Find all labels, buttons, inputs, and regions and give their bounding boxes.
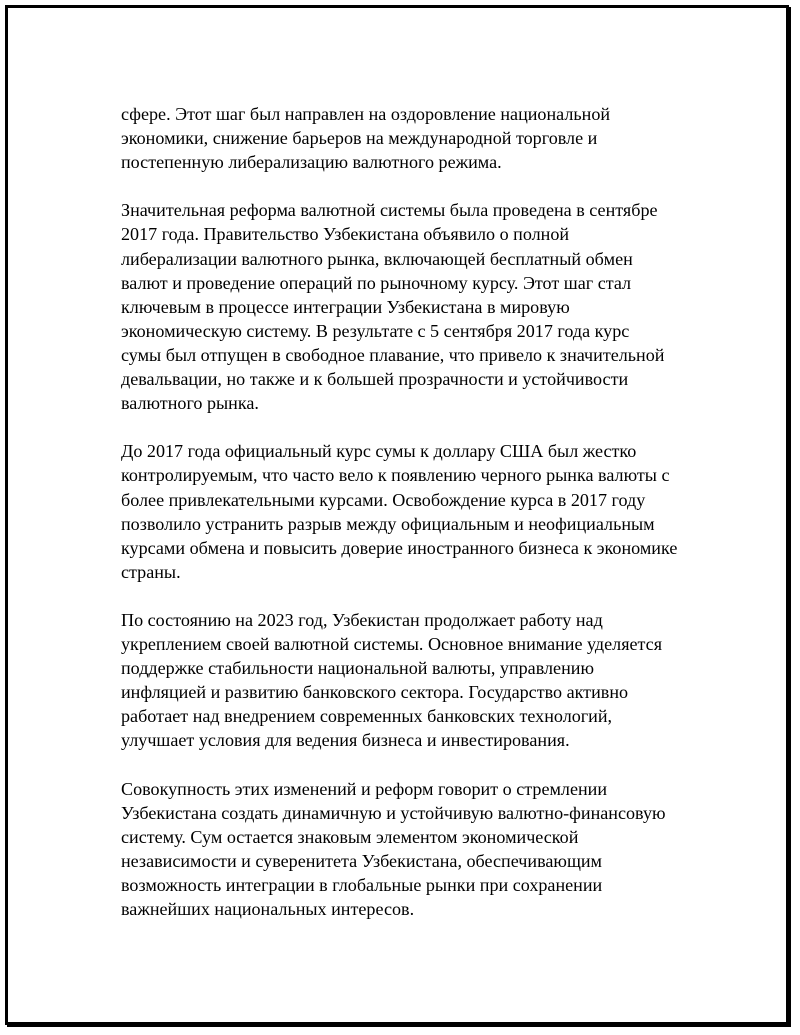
text-line: возможность интеграции в глобальные рынки при сохранении [121, 875, 603, 895]
text-line: Значительная реформа валютной системы была проведена в сентябре [121, 200, 658, 221]
text-line: Узбекистана создать динамичную и устойчивую валютно-финансовую [121, 802, 666, 823]
text-line: более привлекательными курсами. Освобождение курса в 2017 году [121, 489, 646, 510]
text-line: ключевым в процессе интеграции Узбекистана в мировую [121, 296, 570, 317]
text-line: курсами обмена и повысить доверие иностранного бизнеса к экономике [121, 537, 678, 558]
text-line: девальвации, но также и к большей прозрачности и устойчивости [121, 369, 629, 390]
paragraph-5 [121, 777, 711, 922]
text-line: Совокупность этих изменений и реформ говорит о стремлении [121, 778, 608, 799]
paragraph-2 [121, 198, 711, 415]
text-line: страны. [121, 561, 181, 582]
text-line: экономики, снижение барьеров на международной торговле и [121, 128, 598, 149]
text-line: контролируемым, что часто вело к появлению черного рынка валюты с [121, 465, 670, 486]
text-line: 2017 года. Правительство Узбекистана объявило о полной [121, 224, 570, 245]
text-line: улучшает условия для ведения бизнеса и инвестирования. [121, 730, 570, 751]
text-line: укреплением своей валютной системы. Основное внимание уделяется [121, 634, 663, 655]
text-line: инфляцией и развитию банковского сектора. Государство активно [121, 682, 629, 703]
document-body [121, 102, 711, 921]
text-line: важнейших национальных интересов. [121, 899, 415, 920]
text-line: сфере. Этот шаг был направлен на оздоровление национальной [121, 104, 611, 124]
text-line: поддержке стабильности национальной валюты, управлению [121, 658, 594, 679]
paragraph-3 [121, 439, 711, 584]
text-line: позволило устранить разрыв между официальным и неофициальным [121, 513, 655, 534]
text-line: До 2017 года официальный курс сумы к доллару США был жестко [121, 441, 637, 462]
text-line: либерализации валютного рынка, включающей бесплатный обмен [121, 248, 633, 269]
text-line: независимости и суверенитета Узбекистана, обеспечивающим [121, 850, 603, 871]
page-frame [5, 5, 789, 1025]
text-line: постепенную либерализацию валютного режима. [121, 152, 502, 173]
text-line: валютного рынка. [121, 393, 259, 414]
text-line: экономическую систему. В результате с 5 сентября 2017 года курс [121, 320, 630, 341]
text-line: По состоянию на 2023 год, Узбекистан продолжает работу над [121, 609, 603, 630]
text-line: валют и проведение операций по рыночному курсу. Этот шаг стал [121, 272, 632, 293]
text-line: сумы был отпущен в свободное плавание, что привело к значительной [121, 344, 665, 365]
paragraph-1 [121, 102, 711, 174]
text-line: систему. Сум остается знаковым элементом экономической [121, 826, 579, 847]
text-line: работает над внедрением современных банковских технологий, [121, 706, 613, 727]
paragraph-4 [121, 608, 711, 753]
